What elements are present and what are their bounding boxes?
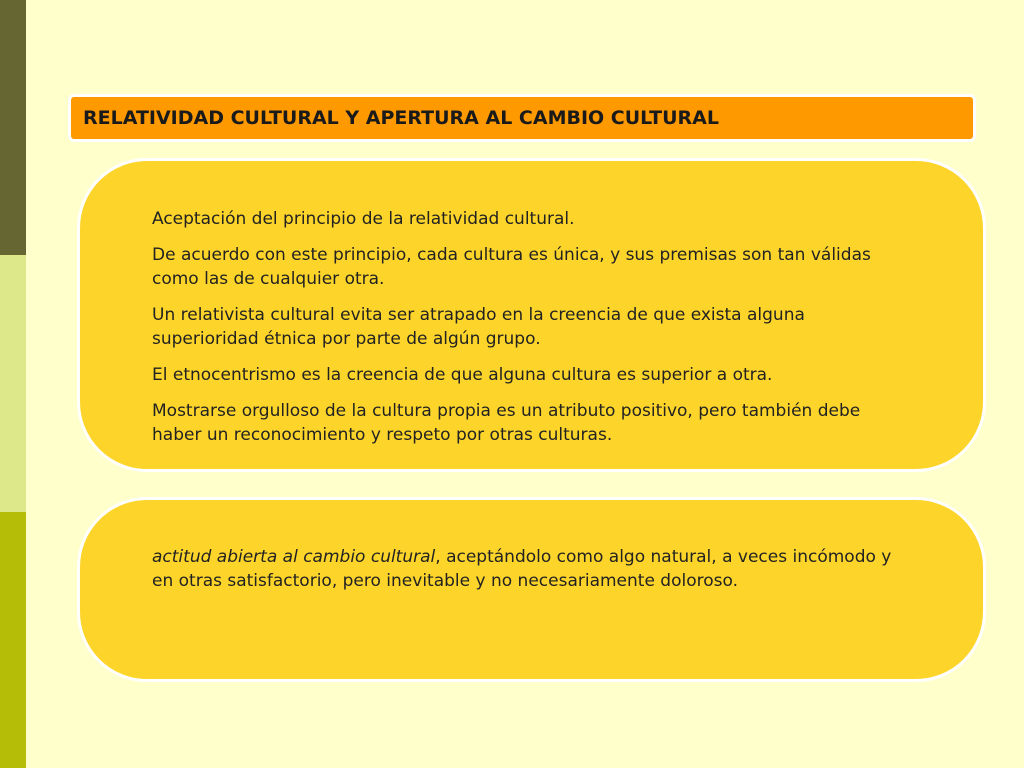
paragraph-ethnocentrism: El etnocentrismo es la creencia de que alguna cultura es superior a otra. [152, 365, 773, 385]
paragraph-pride: Mostrarse orgulloso de la cultura propia es un atributo positivo, pero también debe haber un reconocimiento y respeto por otras culturas. [152, 401, 861, 445]
content-panel-relativity [77, 158, 986, 472]
panel-text-block [152, 545, 897, 605]
panel-text-block [152, 207, 903, 459]
paragraph-open-attitude [152, 545, 897, 593]
side-stripe-top [0, 0, 26, 255]
open-attitude-description: , aceptándolo como algo natural, a veces incómodo y en otras satisfactorio, pero inevitable y no necesariamente doloroso. [152, 547, 892, 591]
paragraph-principle: De acuerdo con este principio, cada cultura es única, y sus premisas son tan válidas como las de cualquier otra. [152, 245, 871, 289]
slide-title-bar [68, 94, 976, 142]
side-stripe-middle [0, 255, 26, 512]
side-stripe-bottom [0, 512, 26, 768]
paragraph-relativist: Un relativista cultural evita ser atrapado en la creencia de que exista alguna superioridad étnica por parte de algún grupo. [152, 305, 805, 349]
content-panel-openness [77, 497, 986, 682]
slide-title: RELATIVIDAD CULTURAL Y APERTURA AL CAMBIO CULTURAL [83, 107, 719, 129]
paragraph-acceptance: Aceptación del principio de la relatividad cultural. [152, 209, 575, 229]
emphasis-open-attitude: actitud abierta al cambio cultural [152, 547, 436, 567]
